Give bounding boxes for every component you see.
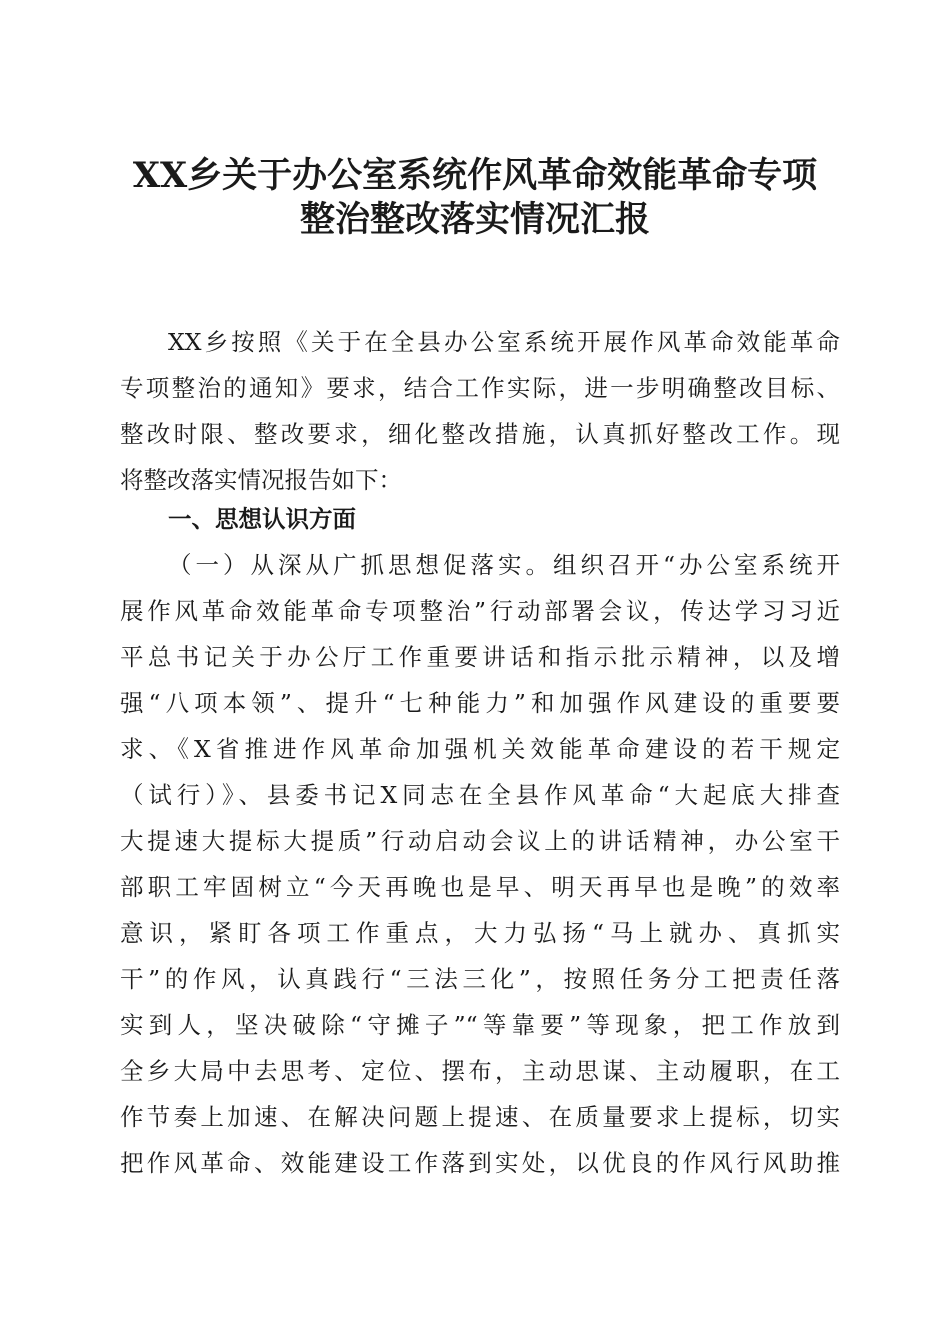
paragraph-line: （试行）》、县委书记X同志在全县作风革命“大起底大排查	[120, 781, 840, 809]
paragraph-line: 实到人，坚决破除“守摊子”“等靠要”等现象，把工作放到	[120, 1011, 840, 1039]
paragraph-line: 专项整治的通知》要求，结合工作实际，进一步明确整改目标、	[120, 374, 840, 402]
paragraph-line: 意识，紧盯各项工作重点，大力弘扬“马上就办、真抓实	[120, 919, 840, 947]
paragraph-line: 作节奏上加速、在解决问题上提速、在质量要求上提标，切实	[120, 1103, 840, 1131]
intro-paragraph	[120, 319, 840, 503]
paragraph-line: 全乡大局中去思考、定位、摆布，主动思谋、主动履职，在工	[120, 1057, 840, 1085]
paragraph-line: 部职工牢固树立“今天再晚也是早、明天再早也是晚”的效率	[120, 873, 840, 901]
document-title-line-2: 整治整改落实情况汇报	[299, 199, 650, 240]
paragraph-line: （一）从深从广抓思想促落实。组织召开“办公室系统开	[168, 551, 840, 579]
paragraph-line: XX乡按照《关于在全县办公室系统开展作风革命效能革命	[168, 328, 840, 356]
paragraph-line: 求、《X省推进作风革命加强机关效能革命建设的若干规定	[120, 735, 840, 763]
paragraph-line: 大提速大提标大提质”行动启动会议上的讲话精神，办公室干	[120, 827, 840, 855]
paragraph-line: 把作风革命、效能建设工作落到实处，以优良的作风行风助推	[120, 1149, 840, 1177]
paragraph-line: 展作风革命效能革命专项整治”行动部署会议，传达学习习近	[120, 597, 840, 625]
paragraph-line: 平总书记关于办公厅工作重要讲话和指示批示精神，以及增	[120, 643, 840, 671]
section-heading: 一、思想认识方面	[168, 505, 356, 533]
paragraph-line: 将整改落实情况报告如下：	[120, 466, 402, 494]
paragraph-line: 干”的作风，认真践行“三法三化”，按照任务分工把责任落	[120, 965, 840, 993]
section-paragraph	[120, 542, 840, 1186]
document-title-line-1: XX乡关于办公室系统作风革命效能革命专项	[132, 155, 818, 196]
paragraph-line: 整改时限、整改要求，细化整改措施，认真抓好整改工作。现	[120, 420, 840, 448]
paragraph-line: 强“八项本领”、提升“七种能力”和加强作风建设的重要要	[120, 689, 840, 717]
